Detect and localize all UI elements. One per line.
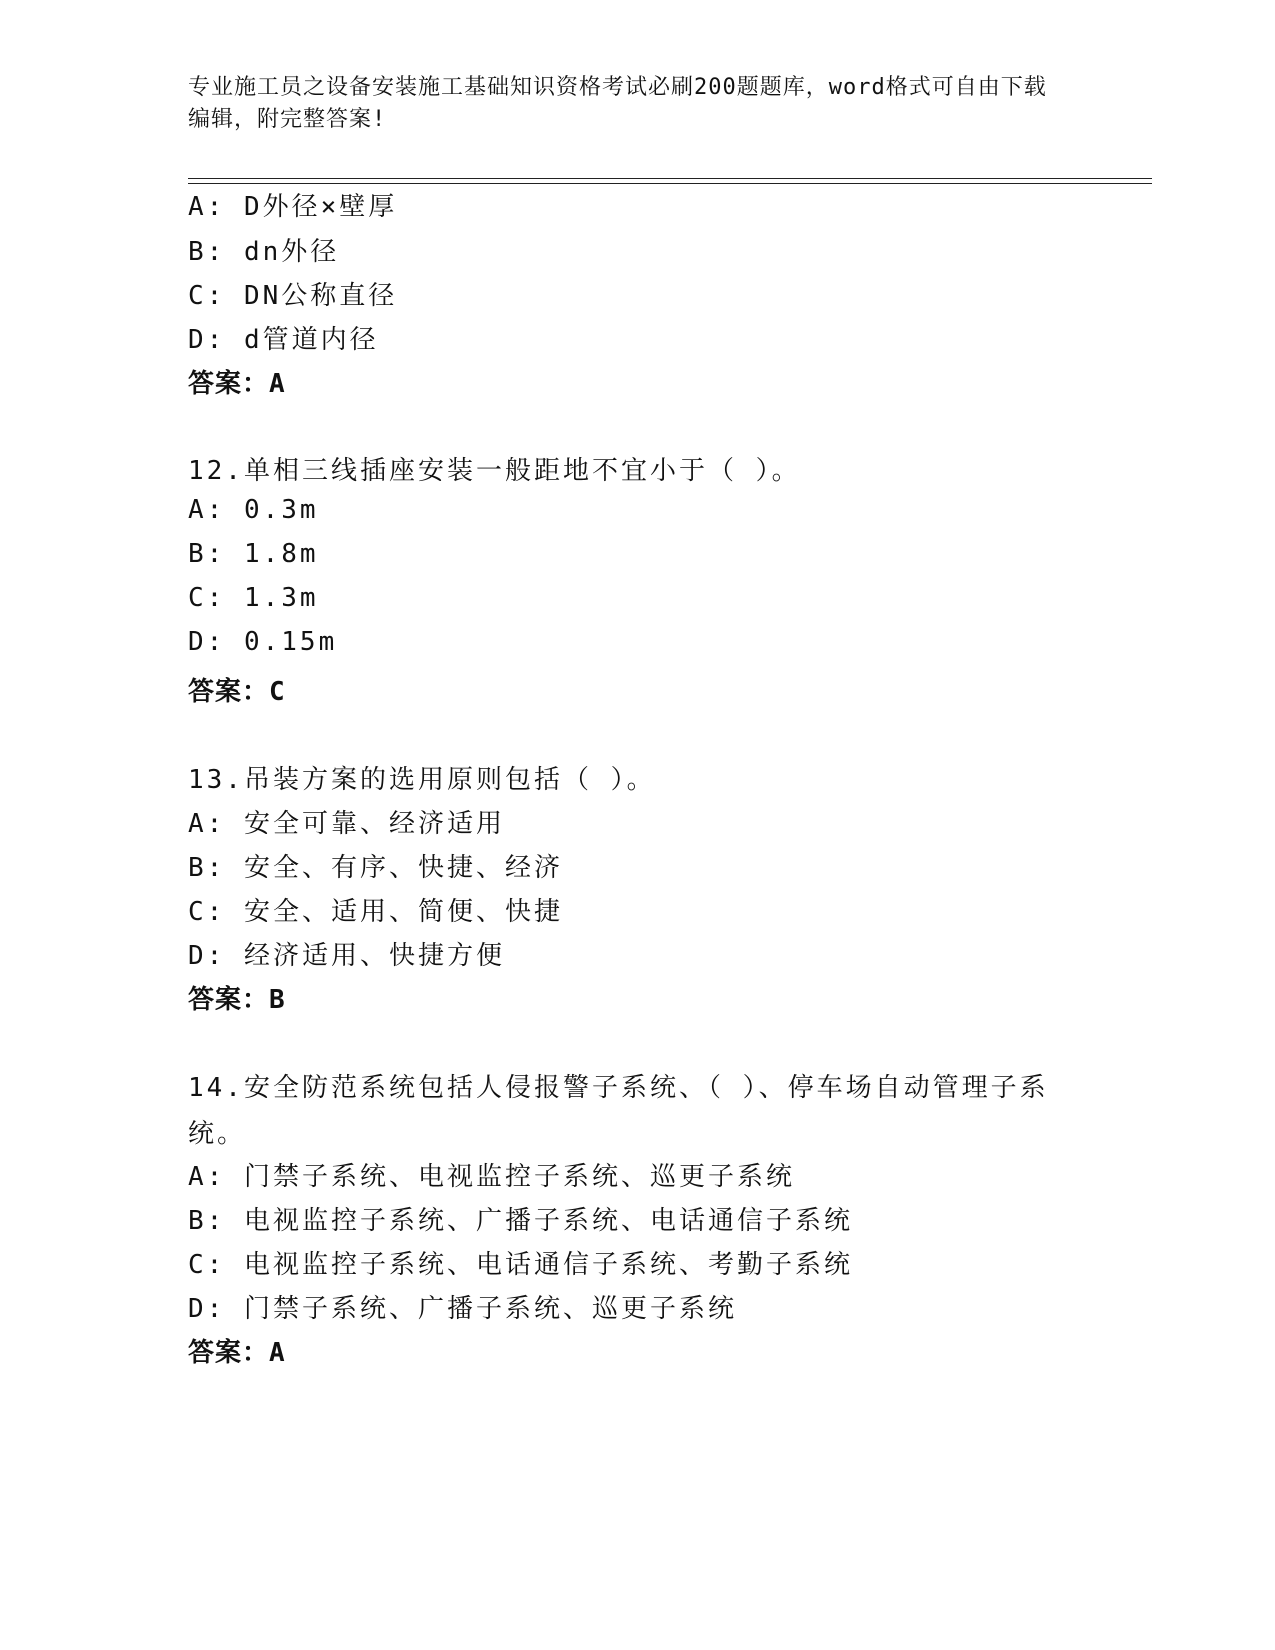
header-divider-top: [188, 178, 1152, 179]
q14-option-b: B: 电视监控子系统、广播子系统、电话通信子系统: [188, 1206, 853, 1236]
q13-stem: 13.吊装方案的选用原则包括（ ）。: [188, 765, 656, 795]
q13-option-c: C: 安全、适用、简便、快捷: [188, 897, 563, 927]
q13-option-b: B: 安全、有序、快捷、经济: [188, 853, 563, 883]
q11-option-b: B: dn外径: [188, 237, 340, 267]
q12-option-b: B: 1.8m: [188, 539, 319, 569]
q11-option-c: C: DN公称直径: [188, 281, 398, 311]
q12-option-a: A: 0.3m: [188, 495, 319, 525]
q11-option-d: D: d管道内径: [188, 325, 379, 355]
document-header: 专业施工员之设备安装施工基础知识资格考试必刷200题题库，word格式可自由下载编辑，附完整答案!: [188, 75, 1047, 132]
q14-option-c: C: 电视监控子系统、电话通信子系统、考勤子系统: [188, 1250, 853, 1280]
q11-option-a: A: D外径×壁厚: [188, 192, 398, 222]
q13-option-d: D: 经济适用、快捷方便: [188, 941, 505, 971]
q14-option-d: D: 门禁子系统、广播子系统、巡更子系统: [188, 1294, 737, 1324]
header-divider-bottom: [188, 183, 1152, 184]
q12-answer: 答案：C: [188, 677, 286, 707]
q12-stem: 12.单相三线插座安装一般距地不宜小于（ ）。: [188, 456, 801, 486]
q13-answer: 答案：B: [188, 985, 286, 1015]
q12-option-d: D: 0.15m: [188, 627, 338, 657]
q11-answer: 答案：A: [188, 369, 286, 399]
q14-stem: 14.安全防范系统包括人侵报警子系统、（ ）、停车场自动管理子系统。: [188, 1073, 1049, 1149]
q12-option-c: C: 1.3m: [188, 583, 319, 613]
q14-answer: 答案：A: [188, 1338, 286, 1368]
q14-option-a: A: 门禁子系统、电视监控子系统、巡更子系统: [188, 1162, 795, 1192]
q13-option-a: A: 安全可靠、经济适用: [188, 809, 505, 839]
